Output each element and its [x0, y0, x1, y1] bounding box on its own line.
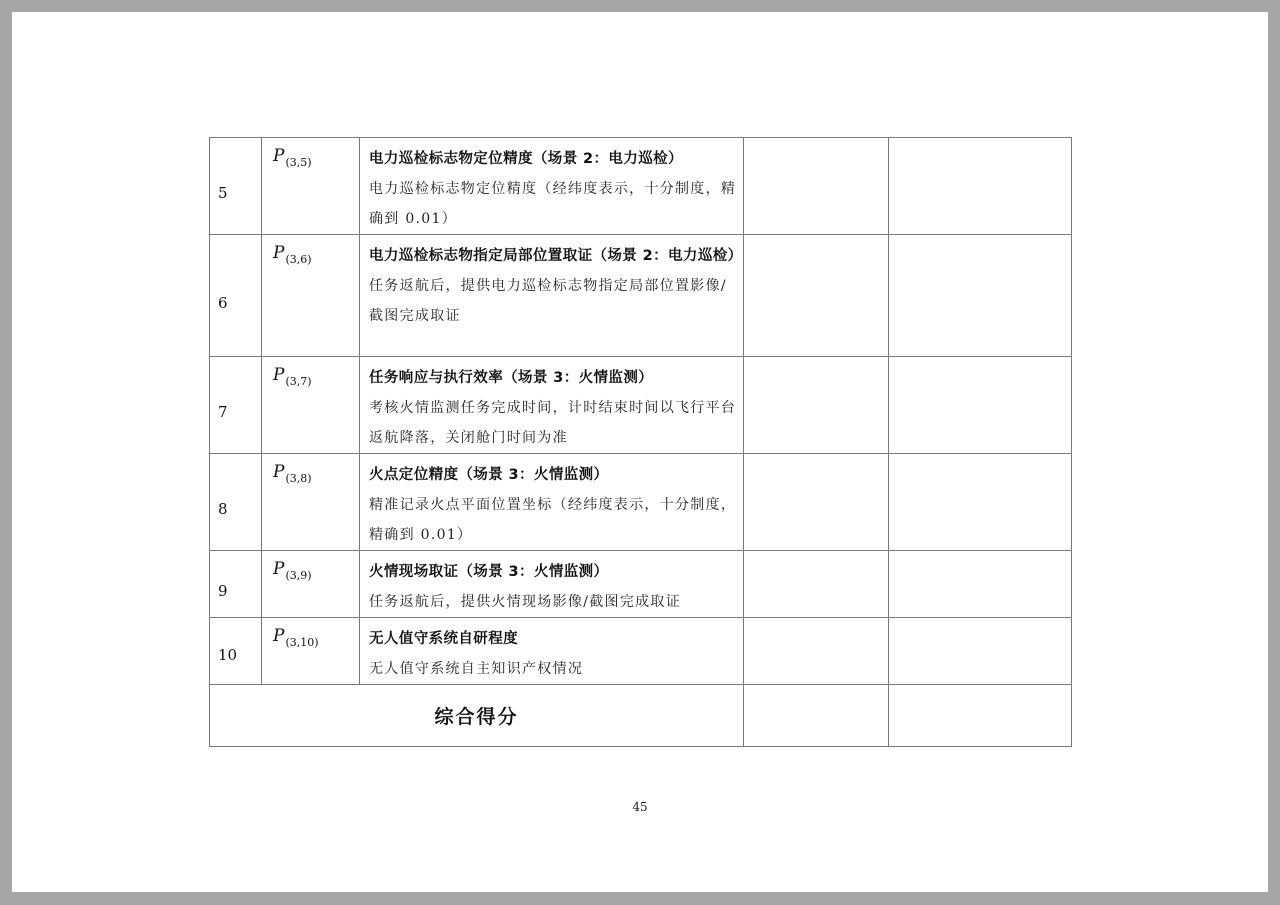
- parameter-subscript: (3,8): [285, 472, 312, 485]
- criterion-text: 任务返航后，提供电力巡检标志物指定局部位置影像/截图完成取证: [369, 278, 727, 324]
- row-index: 10: [210, 618, 262, 685]
- parameter-symbol: P: [273, 365, 285, 385]
- row-index: 7: [210, 357, 262, 454]
- parameter-subscript: (3,9): [285, 569, 312, 582]
- row-description: [360, 235, 744, 357]
- row-parameter: [262, 357, 360, 454]
- criterion-title: 火情现场取证（场景 3：火情监测）: [369, 564, 609, 580]
- parameter-subscript: (3,5): [285, 156, 312, 169]
- parameter-symbol: P: [273, 146, 285, 166]
- parameter-symbol: P: [273, 243, 285, 263]
- parameter-subscript: (3,10): [285, 636, 319, 649]
- row-parameter: [262, 454, 360, 551]
- score-cell-a: [744, 454, 889, 551]
- row-description: [360, 618, 744, 685]
- parameter-symbol: P: [273, 462, 285, 482]
- score-cell-b: [889, 618, 1072, 685]
- table-row: [210, 357, 1072, 454]
- parameter-subscript: (3,7): [285, 375, 312, 388]
- criterion-title: 任务响应与执行效率（场景 3：火情监测）: [369, 370, 654, 386]
- page-number: 45: [632, 800, 648, 814]
- row-parameter: [262, 551, 360, 618]
- row-index: 9: [210, 551, 262, 618]
- row-index: 8: [210, 454, 262, 551]
- table-row: [210, 618, 1072, 685]
- row-description: [360, 138, 744, 235]
- parameter-subscript: (3,6): [285, 253, 312, 266]
- row-index: 5: [210, 138, 262, 235]
- criterion-title: 火点定位精度（场景 3：火情监测）: [369, 467, 609, 483]
- score-table: [209, 137, 1072, 747]
- criterion-text: 任务返航后，提供火情现场影像/截图完成取证: [369, 594, 682, 610]
- row-parameter: [262, 235, 360, 357]
- criterion-text: 考核火情监测任务完成时间，计时结束时间以飞行平台返航降落，关闭舱门时间为准: [369, 400, 737, 446]
- score-cell-a: [744, 357, 889, 454]
- table-row: [210, 235, 1072, 357]
- parameter-symbol: P: [273, 626, 285, 646]
- criterion-title: 无人值守系统自研程度: [369, 631, 518, 647]
- score-cell-b: [889, 551, 1072, 618]
- row-parameter: [262, 138, 360, 235]
- score-cell-b: [889, 235, 1072, 357]
- total-label: 综合得分: [210, 685, 744, 747]
- criterion-title: 电力巡检标志物指定局部位置取证（场景 2：电力巡检）: [369, 248, 743, 264]
- table-row: [210, 138, 1072, 235]
- table-row: [210, 551, 1072, 618]
- score-cell-b: [889, 357, 1072, 454]
- score-cell-b: [889, 138, 1072, 235]
- score-cell-a: [744, 618, 889, 685]
- total-score-cell-a: [744, 685, 889, 747]
- row-description: [360, 551, 744, 618]
- score-cell-a: [744, 235, 889, 357]
- score-cell-b: [889, 454, 1072, 551]
- criterion-text: 无人值守系统自主知识产权情况: [369, 661, 584, 677]
- criterion-text: 精准记录火点平面位置坐标（经纬度表示，十分制度，精确到 0.01）: [369, 497, 737, 543]
- score-cell-a: [744, 138, 889, 235]
- criterion-title: 电力巡检标志物定位精度（场景 2：电力巡检）: [369, 151, 683, 167]
- parameter-symbol: P: [273, 559, 285, 579]
- criterion-text: 电力巡检标志物定位精度（经纬度表示，十分制度，精确到 0.01）: [369, 181, 737, 227]
- table-row: [210, 454, 1072, 551]
- row-parameter: [262, 618, 360, 685]
- row-description: [360, 357, 744, 454]
- total-row: [210, 685, 1072, 747]
- score-cell-a: [744, 551, 889, 618]
- row-description: [360, 454, 744, 551]
- document-page: [12, 12, 1268, 892]
- row-index: 6: [210, 235, 262, 357]
- total-score-cell-b: [889, 685, 1072, 747]
